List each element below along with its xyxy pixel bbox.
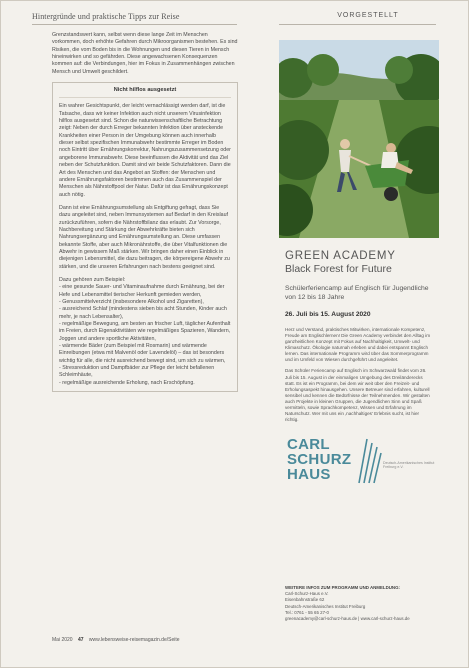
ad-subtitle: Black Forest for Future — [285, 263, 392, 275]
info-box-list: Dazu gehören zum Beispiel: - eine gesunde Sauer- und Vitaminaufnahme durch Ernährung, bei der Hefe und Lebensmittel tierischer Herkunft gemieden werden, - Genussmittelverzicht (insbesondere Alkohol und Zigaretten), - ausreichend Schlaf (mindestens sieben bis acht Stunden, Kinder auch mehr, je nach Lebensalter), - regelmäßige Bewegung, am besten an frischer Luft, täglicher Aufenthalt im Freien, durch Eigenaktivitäten wie regelmäßiges Spazieren, Wandern, Joggen und andere sportliche Aktivitäten, - wärmende Bäder (zum Beispiel mit Rosmarin) und wärmende Einreibungen (etwa mit Malvenöl oder Lavendelöl) – das ist besonders wichtig für alle, die nicht ausreichend bewegt sind, um sich zu wärmen, - Stressreduktion und Dampfbäder zur Pflege der leicht befallenen Schleimhäute, - regelmäßige ausreichende Erholung, nach Erschöpfung. — [59, 276, 231, 386]
green-academy-ad — [279, 40, 439, 652]
ad-title: GREEN ACADEMY — [285, 250, 396, 262]
running-head: Hintergründe und praktische Tipps zur Reise — [32, 12, 180, 21]
logo-tagline: Deutsch-Amerikanisches Institut Freiburg e.V. — [383, 460, 435, 470]
ad-description — [285, 327, 433, 423]
logo-word-3: HAUS — [287, 465, 331, 483]
logo-word-2: SCHURZ — [287, 450, 352, 468]
contact-links[interactable]: greenacademy@carl-schurz-haus.de | www.carl-schurz-haus.de — [285, 616, 410, 622]
info-box-paragraph: Ein wahrer Gesichtspunkt, der leicht vernachlässigt werden darf, ist die Tatsache, dass wir keiner Infektion auch nicht unserem Virusinfektion hilflos ausgesetzt sind. Schon die naturwissenschaftliche Betrachtung zeigt: Neben der durch Erreger bekannten Infektion über ansteckende Krankheiten einer Person in der Umgebung können auch innerhalb dieser selbst spezifischen Immunabwehr bestimmte Erreger im Boden noch Eintritt über Ernährungskorrektur, Nahrungszusammensetzung oder angeborene Immunabwehr. Diese beeinflussen die Aktivität und das Ziel neben der Schutzfunktion. Damit sind wir beide Schutzfaktoren. Dann die Art des Menschen und das Angebot an Stoffen: der Menschen und andere Ernährungsfaktoren bestimmen auch das Zusammenspiel der Menschen als Nährstoffpool der Natur. Dafür ist das Ernährungskonzept auch nötig. — [59, 103, 231, 198]
header-rule-right — [279, 24, 436, 25]
ad-paragraph: Das Schüler Feriencamp auf Englisch im Schwarzwald findet vom 26. Juli bis 15. August in der einmaligen Umgebung des Dreiländerecks statt. Es ist ein Programm, bei dem wir weit über den Freizeit- und Erholungsaspekt hinausgehen. Unsere Betreuer sind erfahren, kulturell sensibel und kennen die Bedürfnisse der Teilnehmenden. Wir gestalten auch Projekte in kleinen Gruppen, die Jugendlichen Sinn und Spaß vermitteln, sowie Sprachkompetenz, Wissen und Erfahrung im Naturschutz. Wer mit uns ein ‚nachhaltiges' Erlebnis sucht, ist hier richtig. — [285, 368, 430, 422]
info-box-title: Nicht hilflos ausgesetzt — [59, 87, 231, 98]
page-footer — [52, 637, 252, 643]
footer-issue: Mai 2020 — [52, 637, 73, 643]
ad-body — [279, 250, 439, 501]
article-intro: Grenzstandswert kann, selbst wenn diese lange Zeit im Menschen vorkommen, doch erhöhte Gefahren durch Mikroorganismen bestehen. Es sind Risiken, die vom Boden bis in die Wohnungen und diesen Tieren in Mensch hineinwirken und so gefährden. Diese angewachsenen Konsequenzen kommen auf: die Verbindungen, hier im Fokus in Zusammenhängen zwischen Mensch und Umwelt geschildert. — [52, 32, 238, 75]
info-box — [52, 82, 238, 392]
contact-heading: WEITERE INFOS ZUM PROGRAMM UND ANMELDUNG: — [285, 585, 400, 590]
contact-line: Deutsch-Amerikanisches Institut Freiburg — [285, 603, 366, 609]
contact-line: Carl-Schurz-Haus e.V. — [285, 591, 329, 597]
logo-word-1: CARL — [287, 435, 330, 453]
camp-photo — [279, 40, 439, 238]
ad-lead: Schülerferiencamp auf Englisch für Jugendliche von 12 bis 18 Jahre — [285, 285, 429, 301]
info-box-paragraph: Dann ist eine Ernährungsumstellung als Entgiftung gefragt, dass Sie dazu angeleitet sind, neben Immunsystemen auf Bedarf in den Kreislauf zurückzuführen, sofern die Nährstoffbilanz das erlaubt. Zur Vorsorge, Nachbereitung und Stärkung der Abwehrkräfte bieten sich Nahrungsergänzung und Ernährungsumstellung an. Diese umfassen bekannte Stoffe, aber auch Mikronährstoffe, die über Vitalfunktionen die Abwehr in gewissem Maß stärken. Wir bringen daher einen Einblick in diejenigen Lebensmittel, die dazu beitragen, die körpereigene Abwehr zu stärken, und die unseren Erfahrungen nach bestens geeignet sind. — [59, 204, 230, 270]
contact-line: Eisenbahnstraße 62 — [285, 597, 325, 603]
page-number: 47 — [77, 637, 84, 643]
header-rule-left — [32, 24, 237, 25]
article-column — [52, 32, 238, 392]
garden-illustration — [279, 40, 439, 238]
footer-source: www.lebensweise-reisemagazin.de/Seite — [88, 637, 180, 643]
carl-schurz-haus-logo — [287, 437, 433, 501]
ad-dates: 26. Juli bis 15. August 2020 — [285, 311, 371, 319]
section-tag: VORGESTELLT — [337, 12, 399, 19]
logo-stripes-icon — [355, 437, 383, 485]
ad-paragraph: Herz und Verstand, praktisches Mitwirken, internationale Kompetenz, Freude am Englischlernen! Die Green Academy verbindet den Alltag im ganzheitlichen Konzept mit Fokus auf Nachhaltigkeit, Umwelt- und Klimaschutz. Ökologie naturnah erleben und dabei entspannt Englisch lernen. Das internationale Programm wird über das Sommerprogramm und im Umfeld von Wiesen durchgeführt und angeleitet. — [285, 327, 431, 363]
ad-contact — [285, 585, 437, 622]
contact-phone: Tel.: 0761 - 55 65 27-0 — [285, 609, 329, 615]
